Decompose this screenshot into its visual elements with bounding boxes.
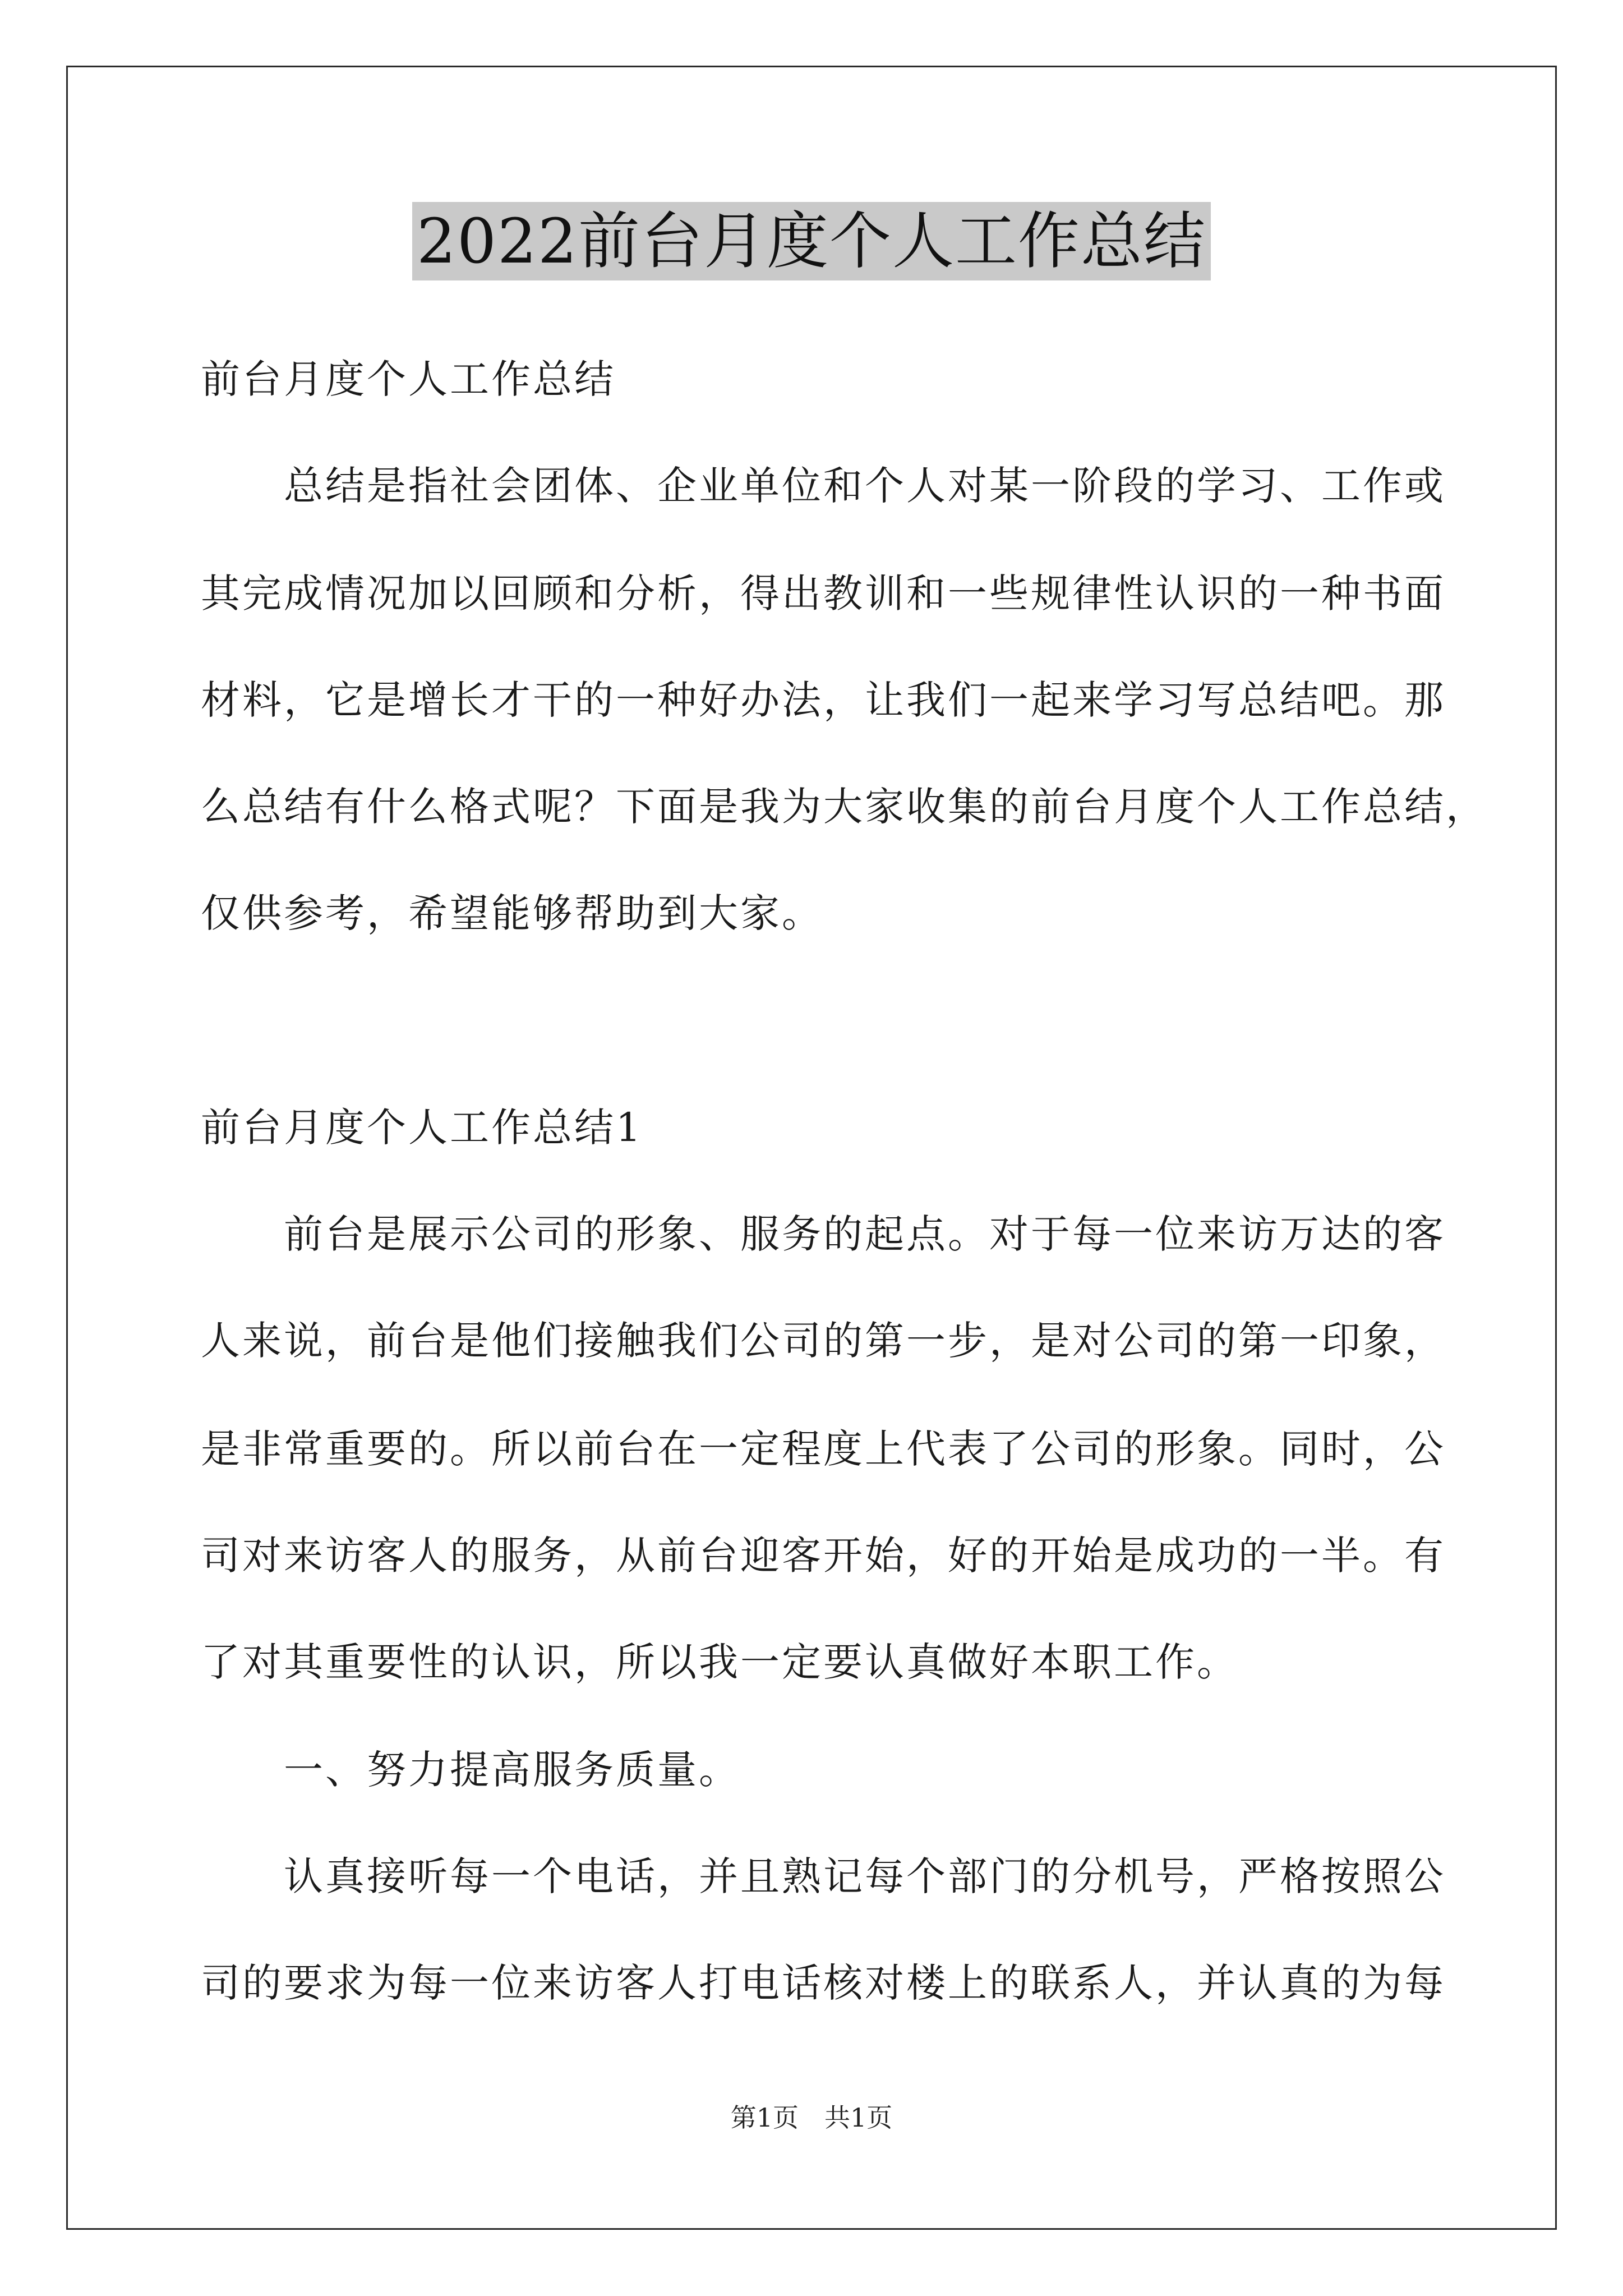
title-container xyxy=(0,202,1623,280)
paragraph-line: 司对来访客人的服务，从前台迎客开始，好的开始是成功的一半。有 xyxy=(201,1533,1446,1579)
paragraph-line: 材料，它是增长才干的一种好办法，让我们一起来学习写总结吧。那 xyxy=(201,677,1446,723)
paragraph-line: 司的要求为每一位来访客人打电话核对楼上的联系人，并认真的为每 xyxy=(201,1960,1446,2006)
paragraph-line: 么总结有什么格式呢？下面是我为大家收集的前台月度个人工作总结， xyxy=(201,784,1487,830)
paragraph-line: 仅供参考，希望能够帮助到大家。 xyxy=(201,890,823,936)
paragraph-line: 认真接听每一个电话，并且熟记每个部门的分机号，严格按照公 xyxy=(201,1853,1446,1899)
paragraph-line: 了对其重要性的认识，所以我一定要认真做好本职工作。 xyxy=(201,1639,1238,1685)
paragraph-line: 前台是展示公司的形象、服务的起点。对于每一位来访万达的客 xyxy=(201,1211,1446,1257)
section-heading: 前台月度个人工作总结1 xyxy=(201,1105,643,1151)
document-title: 2022前台月度个人工作总结 xyxy=(412,202,1211,280)
paragraph-line: 总结是指社会团体、企业单位和个人对某一阶段的学习、工作或 xyxy=(201,463,1446,509)
paragraph-line: 其完成情况加以回顾和分析，得出教训和一些规律性认识的一种书面 xyxy=(201,570,1446,616)
subsection-heading: 一、努力提高服务质量。 xyxy=(201,1747,740,1793)
page-number: 第1页 共1页 xyxy=(730,2102,893,2133)
paragraph-line: 人来说，前台是他们接触我们公司的第一步，是对公司的第一印象， xyxy=(201,1318,1446,1364)
section-heading: 前台月度个人工作总结 xyxy=(201,356,616,402)
paragraph-line: 是非常重要的。所以前台在一定程度上代表了公司的形象。同时，公 xyxy=(201,1426,1446,1472)
